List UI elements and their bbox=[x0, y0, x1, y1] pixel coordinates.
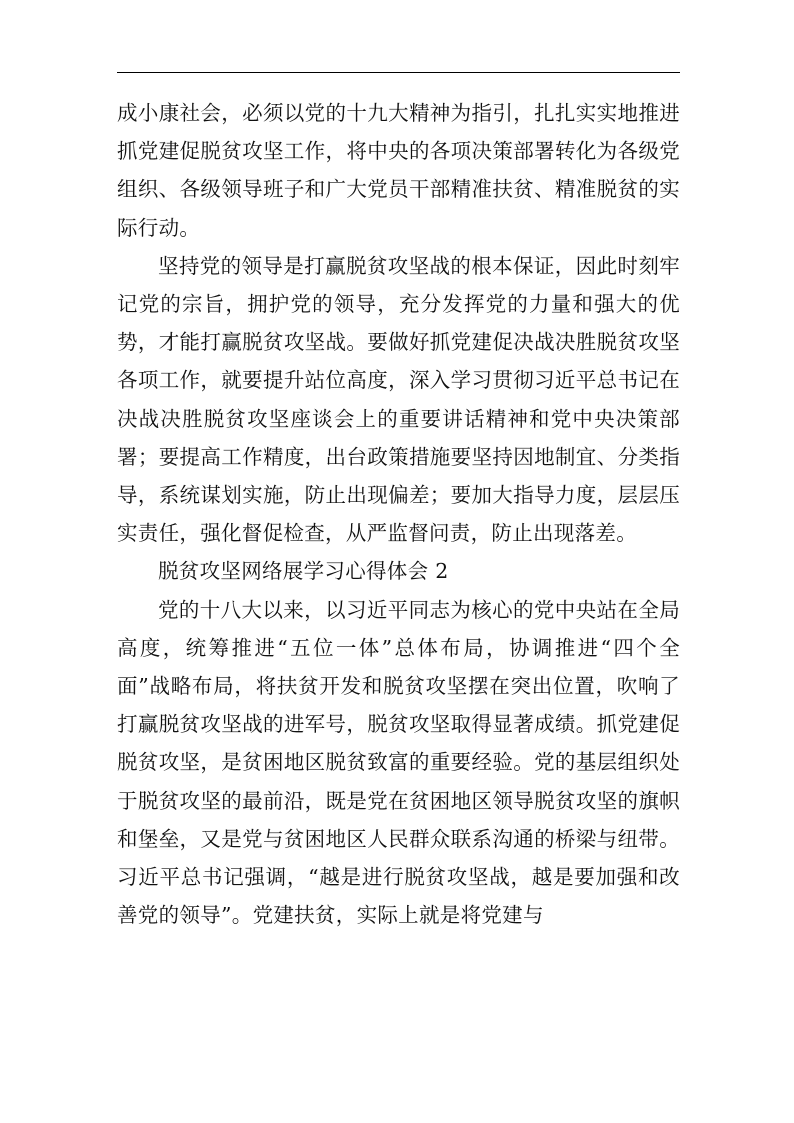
paragraph-continuation: 成小康社会，必须以党的十九大精神为指引，扎扎实实地推进抓党建促脱贫攻坚工作，将中央的各项决策部署转化为各级党组织、各级领导班子和广大党员干部精准扶贫、精准脱贫的实际行动。 bbox=[117, 101, 680, 240]
document-body bbox=[117, 94, 680, 934]
paragraph-party-leadership: 坚持党的领导是打赢脱贫攻坚战的根本保证，因此时刻牢记党的宗旨，拥护党的领导，充分发挥党的力量和强大的优势，才能打赢脱贫攻坚战。要做好抓党建促决战决胜脱贫攻坚各项工作，就要提升站位高度，深入学习贯彻习近平总书记在决战决胜脱贫攻坚座谈会上的重要讲话精神和党中央决策部署；要提高工作精度，出台政策措施要坚持因地制宜、分类指导，系统谋划实施，防止出现偏差；要加大指导力度，层层压实责任，强化督促检查，从严监督问责，防止出现落差。 bbox=[117, 253, 680, 546]
header-rule bbox=[117, 72, 680, 73]
paragraph-party-building: 党的十八大以来，以习近平同志为核心的党中央站在全局高度，统筹推进“五位一体”总体布局，协调推进“四个全面”战略布局，将扶贫开发和脱贫攻坚摆在突出位置，吹响了打赢脱贫攻坚战的进军号，脱贫攻坚取得显著成绩。抓党建促脱贫攻坚，是贫困地区脱贫致富的重要经验。党的基层组织处于脱贫攻坚的最前沿，既是党在贫困地区领导脱贫攻坚的旗帜和堡垒，又是党与贫困地区人民群众联系沟通的桥梁与纽带。习近平总书记强调，“越是进行脱贫攻坚战，越是要加强和改善党的领导”。党建扶贫，实际上就是将党建与 bbox=[117, 597, 680, 928]
section-heading: 脱贫攻坚网络展学习心得体会 2 bbox=[158, 559, 449, 584]
